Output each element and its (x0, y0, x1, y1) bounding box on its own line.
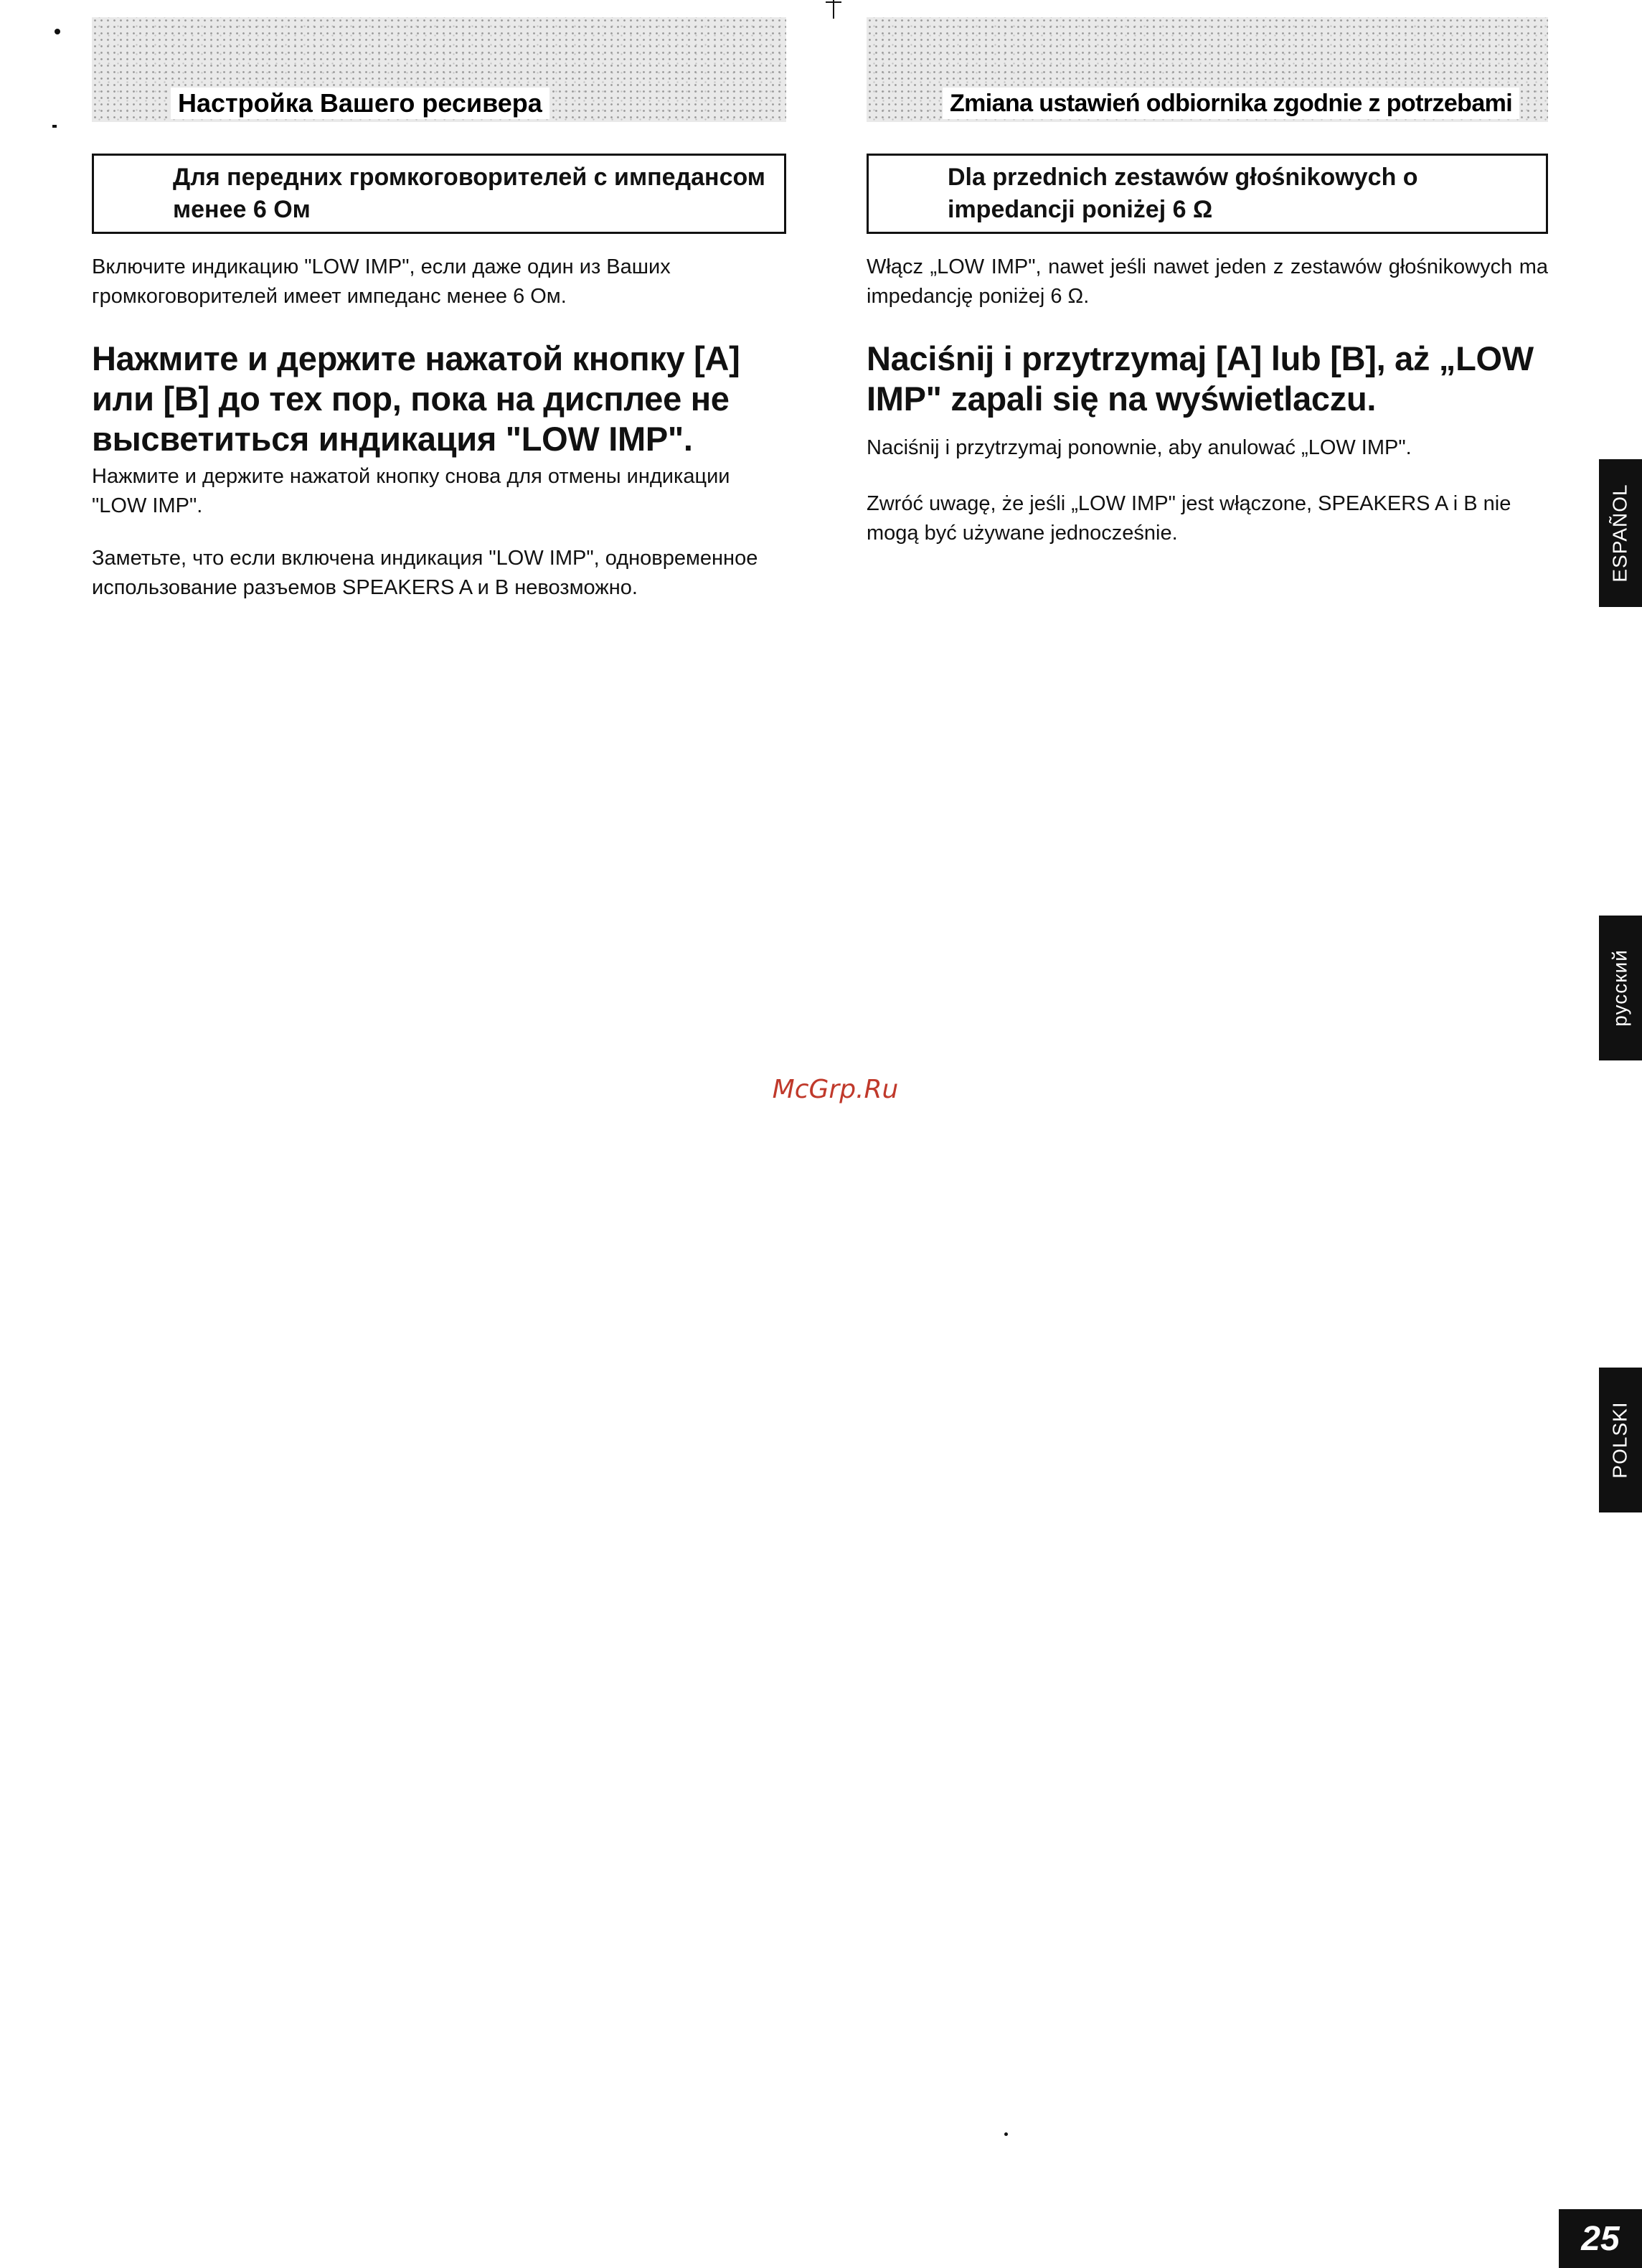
step-note: Naciśnij i przytrzymaj ponownie, aby anulować „LOW IMP". (867, 436, 1412, 459)
intro-paragraph: Włącz „LOW IMP", nawet jeśli nawet jeden z zestawów głośnikowych ma impedancję poniżej 6 Ω. (867, 255, 1548, 308)
step-note: Нажмите и держите нажатой кнопку снова для отмены индикации "LOW IMP". (92, 465, 730, 517)
section-title: Настройка Вашего ресивера (171, 88, 549, 119)
subsection-heading-box: Для передних громкоговорителей с импедансом менее 6 Ом (92, 154, 786, 234)
watermark: McGrp.Ru (772, 1075, 899, 1104)
page-number: 25 (1559, 2209, 1642, 2268)
subsection-heading-box: Dla przednich zestawów głośnikowych o impedancji poniżej 6 Ω (867, 154, 1548, 234)
language-tab-label: ESPAÑOL (1609, 484, 1632, 583)
language-tab-label: POLSKI (1609, 1401, 1632, 1479)
step-instruction: Нажмите и держите нажатой кнопку [A] или [B] до тех пор, пока на дисплее не высветиться индикация "LOW IMP". (92, 339, 740, 458)
registration-dot-bottom (1004, 2132, 1008, 2136)
language-tab-espanol[interactable] (1599, 459, 1642, 607)
registration-dot (55, 29, 60, 34)
section-title: Zmiana ustawień odbiornika zgodnie z potrzebami (943, 88, 1519, 119)
caution-note: Заметьте, что если включена индикация "LOW IMP", одновременное использование разъемов SPEAKERS A и B невозможно. (92, 547, 758, 599)
language-tab-russian[interactable] (1599, 916, 1642, 1060)
caution-note: Zwróć uwagę, że jeśli „LOW IMP" jest włączone, SPEAKERS A i B nie mogą być używane jednocześnie. (867, 492, 1511, 545)
crop-mark-bar (826, 1, 841, 3)
intro-paragraph: Включите индикацию "LOW IMP", если даже один из Ваших громкоговорителей имеет импеданс менее 6 Ом. (92, 255, 671, 308)
language-tab-label: русский (1609, 949, 1632, 1027)
step-instruction: Naciśnij i przytrzymaj [A] lub [B], aż „LOW IMP" zapali się na wyświetlaczu. (867, 339, 1534, 418)
language-tab-polski[interactable] (1599, 1368, 1642, 1512)
registration-mark (52, 125, 57, 128)
